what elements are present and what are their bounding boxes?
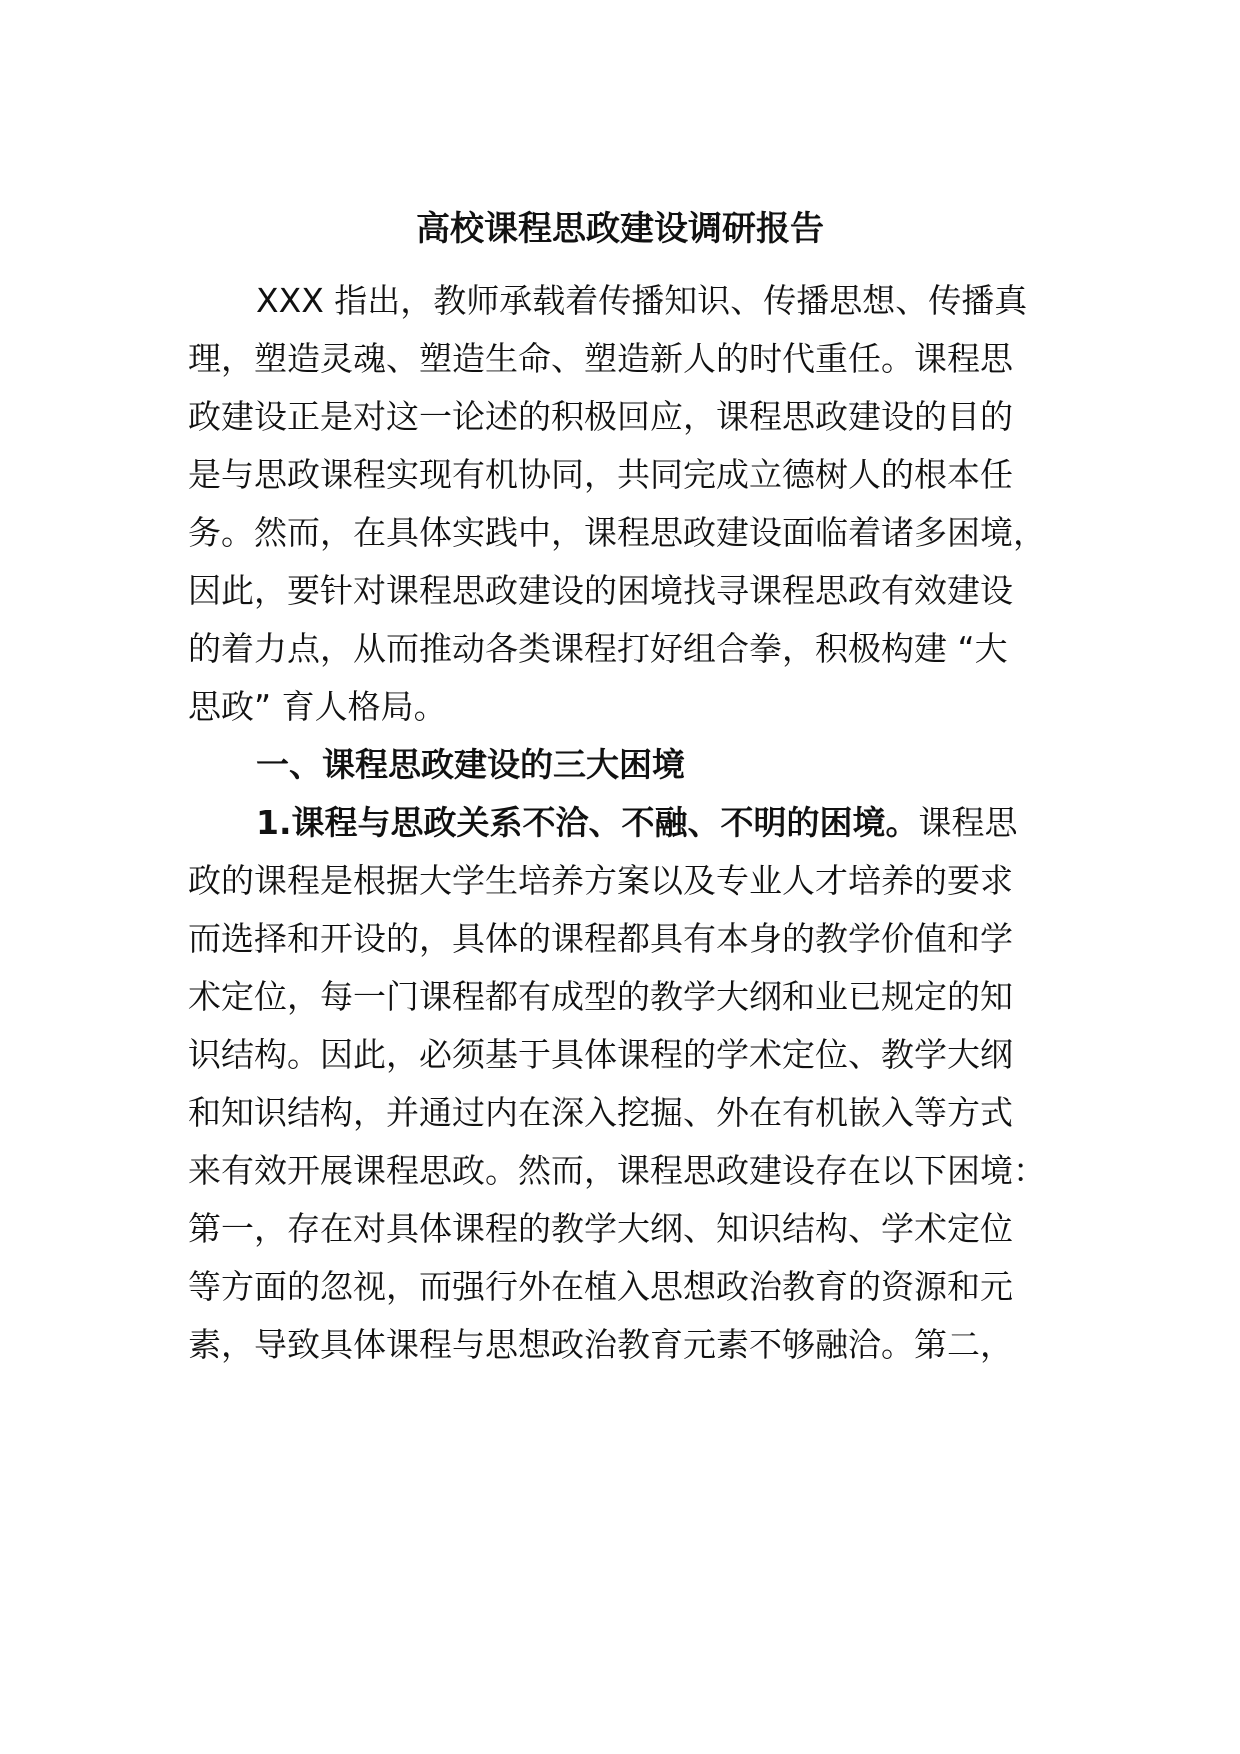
subsection-first-line (256, 799, 1136, 847)
body-line-4: 识结构。因此，必须基于具体课程的学术定位、教学大纲 (188, 1035, 1013, 1074)
subsection-first-line-text: 课程思 (918, 803, 1018, 842)
intro-line-3: 政建设正是对这一论述的积极回应，课程思政建设的目的 (188, 397, 1013, 436)
intro-line-7: 的着力点，从而推动各类课程打好组合拳，积极构建 “大 (188, 629, 1008, 668)
intro-line-5: 务。然而，在具体实践中，课程思政建设面临着诸多困境， (188, 513, 1046, 552)
body-line-7: 第一，存在对具体课程的教学大纲、知识结构、学术定位 (188, 1209, 1013, 1248)
intro-line-8: 思政” 育人格局。 (188, 687, 447, 726)
body-line-9: 素，导致具体课程与思想政治教育元素不够融洽。第二， (188, 1325, 1013, 1364)
body-line-1: 政的课程是根据大学生培养方案以及专业人才培养的要求 (188, 861, 1013, 900)
body-line-5: 和知识结构，并通过内在深入挖掘、外在有机嵌入等方式 (188, 1093, 1013, 1132)
body-line-2: 而选择和开设的，具体的课程都具有本身的教学价值和学 (188, 919, 1013, 958)
document-title: 高校课程思政建设调研报告 (416, 209, 824, 249)
body-line-8: 等方面的忽视，而强行外在植入思想政治教育的资源和元 (188, 1267, 1013, 1306)
subsection-heading: 1.课程与思政关系不洽、不融、不明的困境。 (256, 803, 919, 842)
body-line-6: 来有效开展课程思政。然而，课程思政建设存在以下困境： (188, 1151, 1046, 1190)
body-line-3: 术定位，每一门课程都有成型的教学大纲和业已规定的知 (188, 977, 1013, 1016)
intro-line-6: 因此，要针对课程思政建设的困境找寻课程思政有效建设 (188, 571, 1013, 610)
intro-line-1: XXX 指出，教师承载着传播知识、传播思想、传播真 (256, 281, 1028, 320)
intro-line-2: 理，塑造灵魂、塑造生命、塑造新人的时代重任。课程思 (188, 339, 1013, 378)
section-heading: 一、课程思政建设的三大困境 (256, 745, 685, 784)
intro-line-4: 是与思政课程实现有机协同，共同完成立德树人的根本任 (188, 455, 1013, 494)
